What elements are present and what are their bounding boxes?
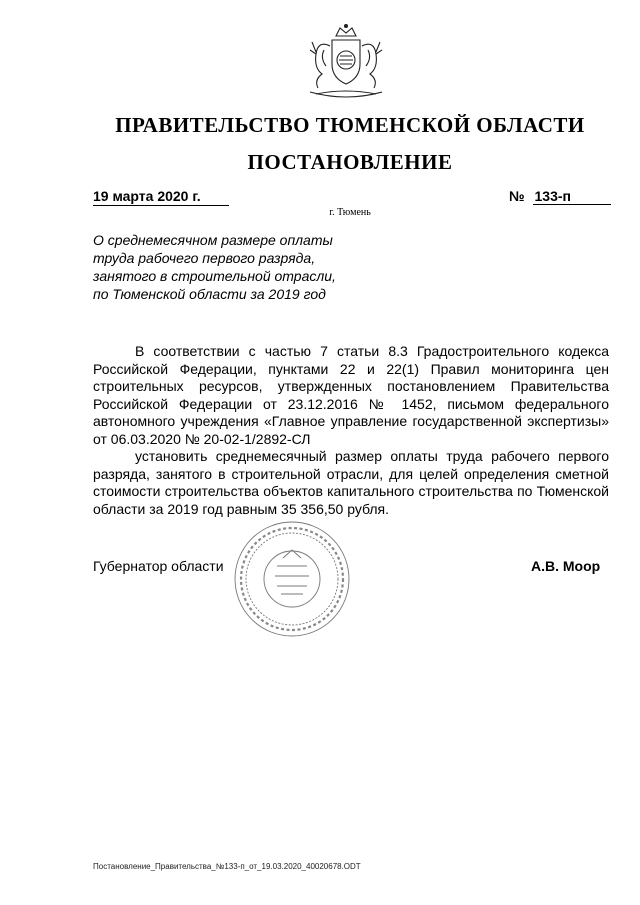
file-name-footer: Постановление_Правительства_№133-п_от_19.03.2020_40020678.ODT — [93, 862, 361, 871]
paragraph-text: В соответствии с частью 7 статьи 8.3 Градостроительного кодекса Российской Федерации, пунктами 22 и 22(1) Правил мониторинга цен строительных ресурсов, утвержденных постановлением Правительства Российской Федерации от 23.12.2016 № 1452, письмом федерального автономного учреждения «Главное управление государственной экспертизы» от 06.03.2020 № 20-02-1/2892-СЛ — [93, 343, 609, 447]
coat-of-arms-emblem — [300, 22, 392, 102]
document-number-field — [509, 188, 611, 205]
document-subject — [93, 231, 353, 303]
body-paragraph — [93, 448, 609, 518]
document-type: ПОСТАНОВЛЕНИЕ — [247, 150, 453, 174]
official-stamp — [233, 520, 351, 638]
signatory-role: Губернатор области — [93, 558, 224, 574]
signatory-name: А.В. Моор — [531, 558, 601, 574]
government-title: ПРАВИТЕЛЬСТВО ТЮМЕНСКОЙ ОБЛАСТИ — [115, 113, 585, 137]
subject-line: по Тюменской области за 2019 год — [93, 286, 326, 302]
subject-line: занятого в строительной отрасли, — [93, 268, 336, 284]
document-number: 133-п — [533, 188, 611, 205]
subject-line: труда рабочего первого разряда, — [93, 250, 316, 266]
city: г. Тюмень — [329, 207, 371, 218]
body-paragraph — [93, 343, 609, 448]
subject-line: О среднемесячном размере оплаты — [93, 232, 333, 248]
document-date: 19 марта 2020 г. — [93, 188, 229, 206]
number-sign: № — [509, 188, 525, 204]
paragraph-text: установить среднемесячный размер оплаты труда рабочего первого разряда, занятого в строительной отрасли, для целей определения сметной стоимости строительства объектов капитального строительства по Тюменской области за 2019 год равным 35 356,50 рубля. — [93, 448, 609, 517]
